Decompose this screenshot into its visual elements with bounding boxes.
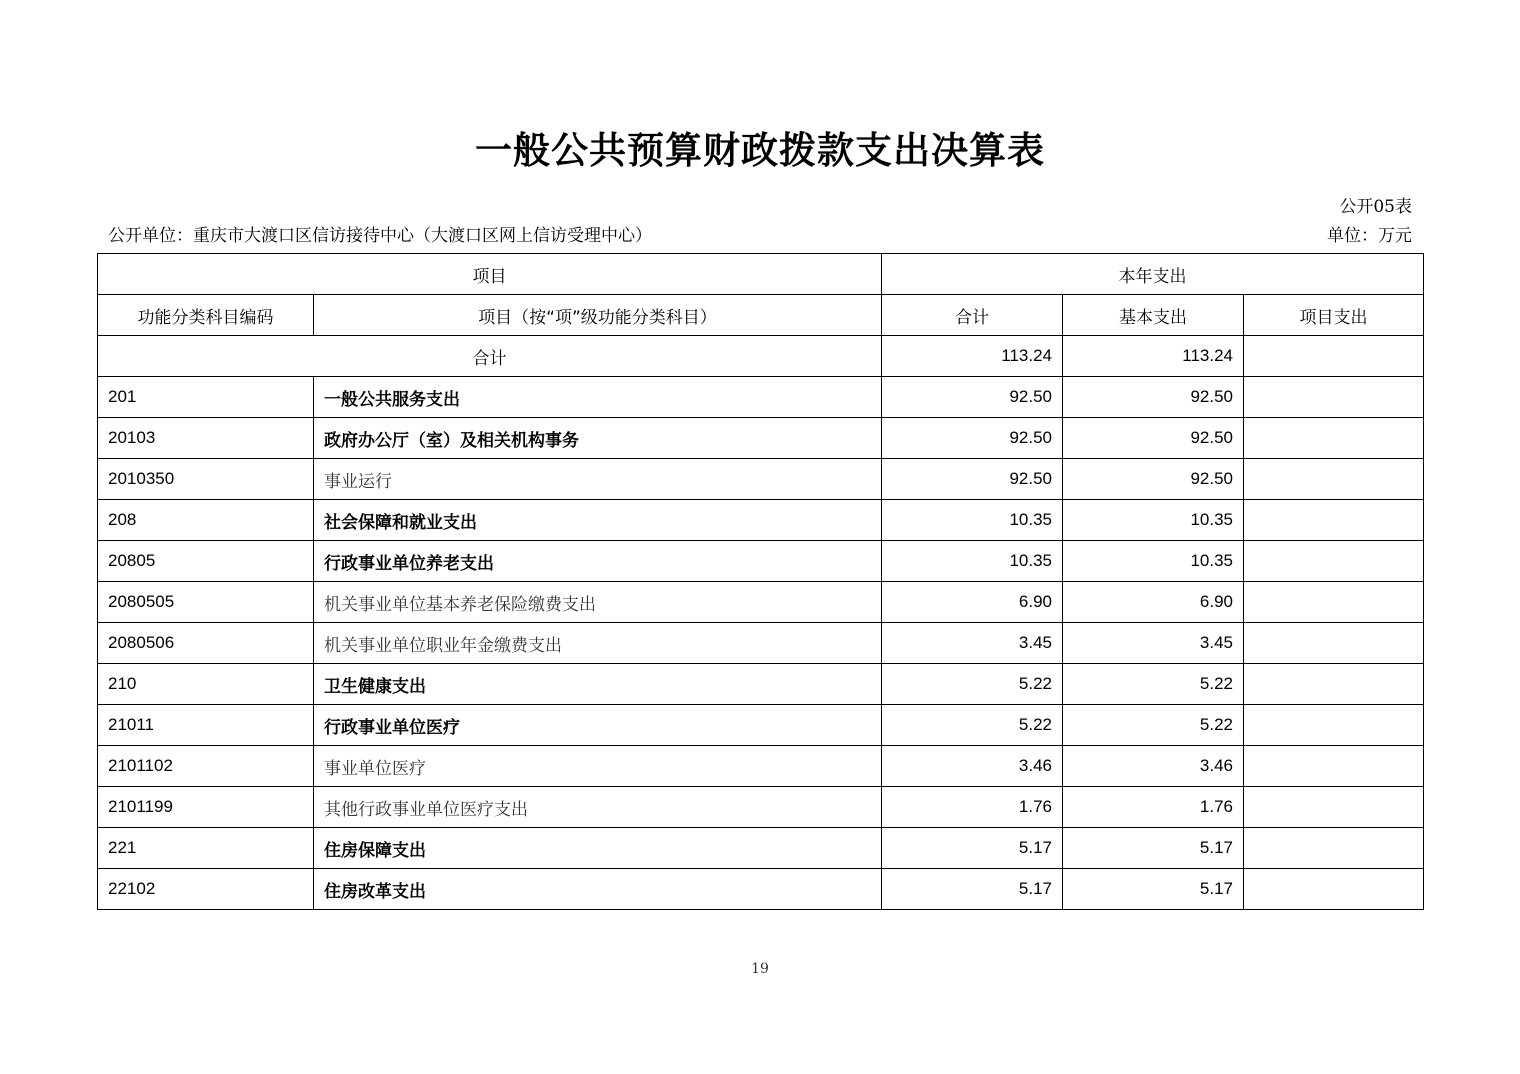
row-name: 一般公共服务支出 xyxy=(314,377,882,418)
table-row xyxy=(98,582,1424,623)
row-code: 20103 xyxy=(98,418,314,459)
row-code: 21011 xyxy=(98,705,314,746)
table-row xyxy=(98,623,1424,664)
row-name: 行政事业单位医疗 xyxy=(314,705,882,746)
row-project xyxy=(1244,459,1424,500)
table-row xyxy=(98,705,1424,746)
table-row xyxy=(98,869,1424,910)
row-project xyxy=(1244,746,1424,787)
row-name: 住房保障支出 xyxy=(314,828,882,869)
row-name: 事业单位医疗 xyxy=(314,746,882,787)
table-row xyxy=(98,418,1424,459)
table-row xyxy=(98,541,1424,582)
row-code: 2101102 xyxy=(98,746,314,787)
row-name: 事业运行 xyxy=(314,459,882,500)
table-row xyxy=(98,828,1424,869)
table-row xyxy=(98,787,1424,828)
row-basic: 92.50 xyxy=(1063,418,1244,459)
row-project xyxy=(1244,705,1424,746)
row-basic: 3.46 xyxy=(1063,746,1244,787)
row-project xyxy=(1244,623,1424,664)
row-total: 3.46 xyxy=(882,746,1063,787)
row-project xyxy=(1244,418,1424,459)
header-total: 合计 xyxy=(882,295,1063,336)
row-basic: 6.90 xyxy=(1063,582,1244,623)
row-code: 2010350 xyxy=(98,459,314,500)
row-basic: 92.50 xyxy=(1063,377,1244,418)
header-row-1 xyxy=(98,254,1424,295)
expenditure-table xyxy=(97,253,1424,910)
total-total: 113.24 xyxy=(882,336,1063,377)
row-total: 10.35 xyxy=(882,500,1063,541)
table-row xyxy=(98,746,1424,787)
row-total: 10.35 xyxy=(882,541,1063,582)
row-name: 机关事业单位职业年金缴费支出 xyxy=(314,623,882,664)
row-code: 221 xyxy=(98,828,314,869)
row-code: 22102 xyxy=(98,869,314,910)
unit-measure: 单位：万元 xyxy=(1327,226,1412,246)
header-project: 项目 xyxy=(98,254,882,295)
table-row xyxy=(98,459,1424,500)
row-project xyxy=(1244,500,1424,541)
row-name: 机关事业单位基本养老保险缴费支出 xyxy=(314,582,882,623)
row-total: 92.50 xyxy=(882,418,1063,459)
header-name: 项目（按“项”级功能分类科目） xyxy=(314,295,882,336)
row-basic: 3.45 xyxy=(1063,623,1244,664)
row-basic: 5.22 xyxy=(1063,664,1244,705)
row-name: 政府办公厅（室）及相关机构事务 xyxy=(314,418,882,459)
header-code: 功能分类科目编码 xyxy=(98,295,314,336)
page-number: 19 xyxy=(751,961,769,977)
total-project xyxy=(1244,336,1424,377)
row-code: 201 xyxy=(98,377,314,418)
row-code: 2080505 xyxy=(98,582,314,623)
unit-line xyxy=(108,221,1412,246)
total-row xyxy=(98,336,1424,377)
unit-name: 公开单位：重庆市大渡口区信访接待中心（大渡口区网上信访受理中心） xyxy=(108,226,652,246)
row-project xyxy=(1244,869,1424,910)
row-name: 行政事业单位养老支出 xyxy=(314,541,882,582)
row-total: 5.22 xyxy=(882,664,1063,705)
row-total: 5.17 xyxy=(882,828,1063,869)
row-name: 住房改革支出 xyxy=(314,869,882,910)
row-name: 卫生健康支出 xyxy=(314,664,882,705)
row-total: 5.22 xyxy=(882,705,1063,746)
row-basic: 92.50 xyxy=(1063,459,1244,500)
row-project xyxy=(1244,582,1424,623)
row-total: 92.50 xyxy=(882,459,1063,500)
total-label: 合计 xyxy=(98,336,882,377)
table-row xyxy=(98,500,1424,541)
row-total: 92.50 xyxy=(882,377,1063,418)
row-total: 5.17 xyxy=(882,869,1063,910)
row-name: 社会保障和就业支出 xyxy=(314,500,882,541)
row-basic: 10.35 xyxy=(1063,500,1244,541)
page-title: 一般公共预算财政拨款支出决算表 xyxy=(475,129,1045,172)
total-basic: 113.24 xyxy=(1063,336,1244,377)
row-total: 6.90 xyxy=(882,582,1063,623)
header-basic: 基本支出 xyxy=(1063,295,1244,336)
row-basic: 1.76 xyxy=(1063,787,1244,828)
row-code: 20805 xyxy=(98,541,314,582)
row-basic: 5.17 xyxy=(1063,869,1244,910)
row-project xyxy=(1244,377,1424,418)
row-project xyxy=(1244,664,1424,705)
table-row xyxy=(98,664,1424,705)
row-code: 208 xyxy=(98,500,314,541)
row-total: 1.76 xyxy=(882,787,1063,828)
row-basic: 10.35 xyxy=(1063,541,1244,582)
row-project xyxy=(1244,541,1424,582)
row-total: 3.45 xyxy=(882,623,1063,664)
row-project xyxy=(1244,787,1424,828)
row-basic: 5.22 xyxy=(1063,705,1244,746)
row-code: 2101199 xyxy=(98,787,314,828)
header-current-year: 本年支出 xyxy=(882,254,1424,295)
row-basic: 5.17 xyxy=(1063,828,1244,869)
header-row-2 xyxy=(98,295,1424,336)
row-code: 2080506 xyxy=(98,623,314,664)
table-row xyxy=(98,377,1424,418)
row-code: 210 xyxy=(98,664,314,705)
form-number: 公开05表 xyxy=(1339,197,1412,217)
header-project-exp: 项目支出 xyxy=(1244,295,1424,336)
row-name: 其他行政事业单位医疗支出 xyxy=(314,787,882,828)
row-project xyxy=(1244,828,1424,869)
